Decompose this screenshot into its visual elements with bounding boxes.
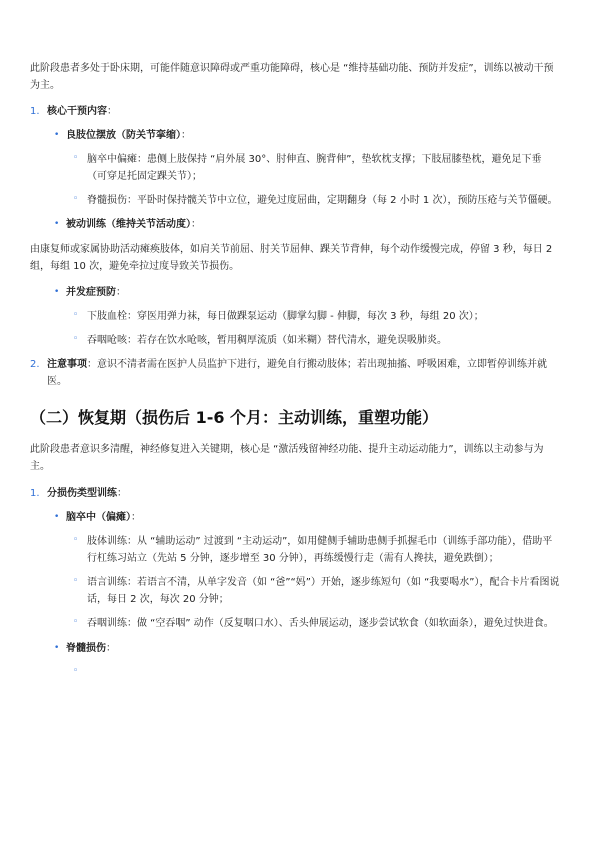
numbered-item-injury-training [30, 485, 561, 502]
sub-item-spinal-positioning [30, 192, 561, 209]
sub-item-limb-training [30, 533, 561, 567]
bullet-icon: • [54, 287, 60, 297]
list-number: 1. [30, 488, 40, 499]
colon: ： [106, 643, 116, 654]
sub-item-text: 肢体训练：从 “辅助运动” 过渡到 “主动运动”，如用健侧手辅助患侧手抓握毛巾（训练手部功能），借助平行杠练习站立（先站 5 分钟，逐步增至 30 分钟），再练缓慢行走（需有人搀扶，避免跌倒）； [87, 536, 553, 564]
circle-bullet-icon: ◦ [73, 310, 79, 320]
colon: ： [117, 488, 127, 499]
circle-bullet-icon: ◦ [73, 617, 79, 627]
item-heading: 分损伤类型训练 [47, 488, 117, 499]
bullet-heading: 并发症预防 [66, 287, 116, 298]
circle-bullet-icon: ◦ [73, 153, 79, 163]
section-heading-recovery: （二）恢复期（损伤后 1-6 个月：主动训练，重塑功能） [30, 408, 439, 427]
item-text: ：意识不清者需在医护人员监护下进行，避免自行搬动肢体；若出现抽搐、呼吸困难，立即暂停训练并就医。 [47, 359, 547, 387]
colon: ： [116, 287, 126, 298]
sub-item-text: 吞咽呛咳：若存在饮水呛咳，暂用稠厚流质（如米糊）替代清水，避免误吸肺炎。 [87, 335, 447, 346]
bullet-heading: 良肢位摆放（防关节挛缩） [66, 130, 181, 141]
sub-item-text: 吞咽训练：做 “空吞咽” 动作（反复咽口水）、舌头伸展运动，逐步尝试软食（如软面条），避免过快进食。 [87, 618, 554, 629]
sub-item-swallow-training [30, 615, 561, 632]
circle-bullet-icon: ◦ [73, 535, 79, 545]
item-heading: 核心干预内容 [47, 106, 107, 117]
list-number: 1. [30, 106, 40, 117]
colon: ： [191, 219, 201, 230]
sub-item-language-training [30, 574, 561, 608]
bullet-passive-training [30, 216, 561, 233]
item-heading: 注意事项 [47, 359, 87, 370]
bullet-stroke [30, 509, 561, 526]
passive-training-paragraph: 由康复师或家属协助活动瘫痪肢体，如肩关节前屈、肘关节屈伸、踝关节背伸，每个动作缓慢完成，停留 3 秒，每日 2 组，每组 10 次，避免牵拉过度导致关节损伤。 [30, 244, 553, 272]
sub-item-empty [30, 664, 561, 681]
sub-item-text: 脑卒中偏瘫：患侧上肢保持 “肩外展 30°、肘伸直、腕背伸”，垫软枕支撑；下肢屈膝垫枕，避免足下垂（可穿足托固定踝关节）； [87, 154, 542, 182]
bullet-heading: 脊髓损伤 [66, 643, 106, 654]
circle-bullet-icon: ◦ [73, 576, 79, 586]
colon: ： [107, 106, 117, 117]
bullet-positioning [30, 127, 561, 144]
bullet-heading: 脑卒中（偏瘫） [66, 512, 131, 523]
sub-item-stroke-positioning [30, 151, 561, 185]
bullet-complication-prevention [30, 284, 561, 301]
bullet-icon: • [54, 512, 60, 522]
colon: ： [131, 512, 141, 523]
recovery-intro-paragraph: 此阶段患者意识多清醒，神经修复进入关键期，核心是 “激活残留神经功能、提升主动运动能力”，训练以主动参与为主。 [30, 444, 544, 472]
list-number: 2. [30, 359, 40, 370]
circle-bullet-icon: ◦ [73, 334, 79, 344]
bullet-heading: 被动训练（维持关节活动度） [66, 219, 191, 230]
sub-item-text: 下肢血栓：穿医用弹力袜，每日做踝泵运动（脚掌勾脚 - 伸脚，每次 3 秒，每组 20 次）； [87, 311, 484, 322]
circle-bullet-icon: ◦ [73, 666, 79, 676]
bullet-spinal-injury [30, 640, 561, 657]
bullet-icon: • [54, 219, 60, 229]
intro-paragraph: 此阶段患者多处于卧床期，可能伴随意识障碍或严重功能障碍，核心是 “维持基础功能、预防并发症”，训练以被动干预为主。 [30, 63, 554, 91]
sub-item-text: 脊髓损伤：平卧时保持髋关节中立位，避免过度屈曲，定期翻身（每 2 小时 1 次），预防压疮与关节僵硬。 [87, 195, 558, 206]
numbered-item-core-intervention [30, 103, 561, 120]
bullet-icon: • [54, 643, 60, 653]
bullet-icon: • [54, 130, 60, 140]
colon: ： [181, 130, 191, 141]
circle-bullet-icon: ◦ [73, 194, 79, 204]
sub-item-text: 语言训练：若语言不清，从单字发音（如 “爸”“妈”）开始，逐步练短句（如 “我要喝水”），配合卡片看图说话，每日 2 次，每次 20 分钟； [87, 577, 560, 605]
sub-item-swallowing [30, 332, 561, 349]
numbered-item-precautions [30, 356, 561, 390]
sub-item-thrombosis [30, 308, 561, 325]
